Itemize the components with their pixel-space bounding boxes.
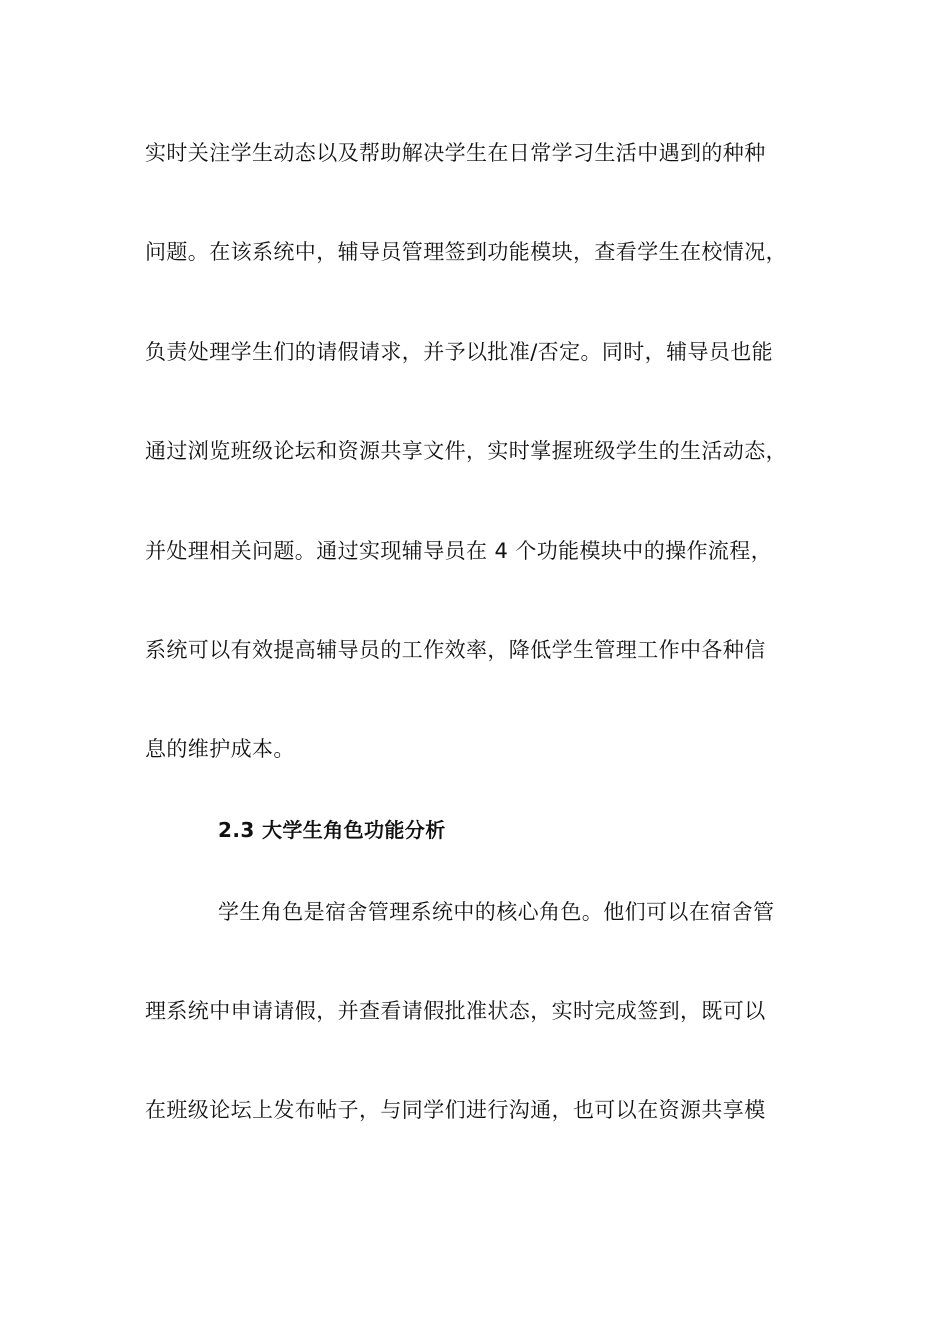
paragraph-line: 学生角色是宿舍管理系统中的核心角色。他们可以在宿舍管 [218,900,775,924]
paragraph-line: 息的维护成本。 [145,737,295,761]
paragraph-line: 负责处理学生们的请假请求，并予以批准/否定。同时，辅导员也能 [145,340,774,364]
paragraph-line: 并处理相关问题。通过实现辅导员在 4 个功能模块中的操作流程， [145,539,773,563]
paragraph-line: 理系统中申请请假，并查看请假批准状态，实时完成签到，既可以 [145,999,766,1023]
section-heading: 2.3 大学生角色功能分析 [218,818,446,842]
paragraph-line: 问题。在该系统中，辅导员管理签到功能模块，查看学生在校情况， [145,240,787,264]
paragraph-line: 在班级论坛上发布帖子，与同学们进行沟通，也可以在资源共享模 [145,1098,766,1122]
paragraph-line: 通过浏览班级论坛和资源共享文件，实时掌握班级学生的生活动态， [145,439,787,463]
paragraph-line: 实时关注学生动态以及帮助解决学生在日常学习生活中遇到的种种 [145,141,766,165]
paragraph-line: 系统可以有效提高辅导员的工作效率，降低学生管理工作中各种信 [145,638,766,662]
